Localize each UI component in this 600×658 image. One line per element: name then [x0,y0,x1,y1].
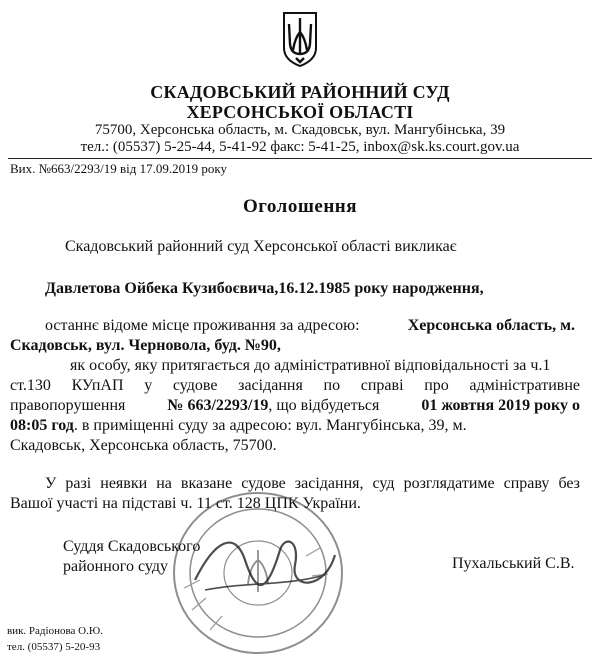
hearing-time: 08:05 год [10,417,74,434]
body-line-1 [45,317,575,335]
body-line-6-text: . в приміщенні суду за адресою: вул. Мангубінська, 39, м. [73,417,467,434]
body-line-2: Скадовськ, вул. Черновола, буд. №90, [10,337,281,354]
court-address: 75700, Херсонська область, м. Скадовськ, вул. Мангубінська, 39 [94,122,506,138]
executor-name: вик. Радіонова О.Ю. [7,625,103,637]
body-line-5-mid: , що відбудеться [268,397,380,414]
address-bold: Херсонська область, м. [407,317,575,334]
case-number: № 663/2293/19 [167,397,269,414]
hearing-date: 01 жовтня 2019 року о [421,397,580,414]
executor-phone: тел. (05537) 5-20-93 [7,641,101,653]
body-line-1-text: останнє відоме місце проживання за адресою: [45,317,360,334]
outgoing-reference: Вих. №663/2293/19 від 17.09.2019 року [10,161,228,176]
judge-name: Пухальський С.В. [452,555,575,572]
court-name-line1: СКАДОВСЬКИЙ РАЙОННИЙ СУД [150,82,450,102]
body-line-3: як особу, яку притягається до адміністративної відповідальності за ч.1 [70,357,551,374]
court-name-line2: ХЕРСОНСЬКОЇ ОБЛАСТІ [186,102,414,122]
body-line-5 [10,397,580,415]
body-line-4: ст.130 КУпАП у судове засідання по справі про адміністративне [10,377,580,394]
judge-title-line2: районного суду [63,558,168,575]
judge-signature-icon [185,520,345,610]
header-divider [8,158,592,159]
court-contacts: тел.: (05537) 5-25-44, 5-41-92 факс: 5-41-25, inbox@sk.ks.court.gov.ua [80,139,520,155]
judge-title-line1: Суддя Скадовського [63,538,201,555]
body-line-7: Скадовськ, Херсонська область, 75700. [10,437,277,454]
trident-emblem-icon [281,10,319,68]
consequence-line-2: Вашої участі на підставі ч. 11 ст. 128 ЦПК України. [10,495,361,512]
document-title: Оголошення [243,196,357,217]
summoned-person: Давлетова Ойбека Кузибоєвича,16.12.1985 року народження, [45,280,484,297]
summons-intro: Скадовський районний суд Херсонської області викликає [65,238,457,255]
consequence-line-1: У разі неявки на вказане судове засідання, суд розглядатиме справу без [45,475,580,492]
body-line-6 [10,417,580,435]
body-line-5-text: правопорушення [10,397,126,414]
